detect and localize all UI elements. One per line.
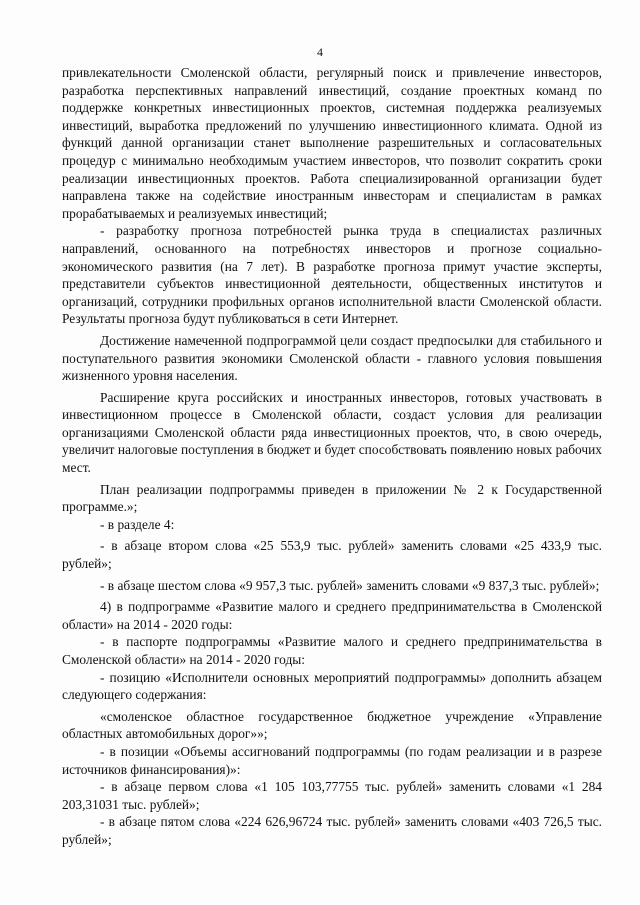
paragraph-goal-achievement: Достижение намеченной подпрограммой цели создаст предпосылки для стабильного и поступательного развития экономики Смоленской области - главного условия повышения жизненного уровня населения. (62, 332, 602, 384)
paragraph-subprogram-passport: - в паспорте подпрограммы «Развитие малого и среднего предпринимательства в Смоленской области» на 2014 - 2020 годы: (62, 634, 602, 667)
paragraph-amendment-first: - в абзаце первом слова «1 105 103,77755 тыс. рублей» заменить словами «1 284 203,31031 тыс. рублей»; (62, 779, 602, 812)
paragraph-investment-organization: привлекательности Смоленской области, регулярный поиск и привлечение инвесторов, разработка перспективных направлений инвестиций, создание проектных команд по поддержке конкретных инвестиционных проектов, системная поддержка реализуемых инвестиций, выработка предложений по улучшению инвестиционного климата. Одной из функций данной организации станет выполнение разрешительных и согласовательных процедур с минимально необходимым участием инвесторов, что позволит сократить сроки реализации инвестиционных проектов. Работа специализированной организации будет направлена также на содействие иностранным инвесторам и специалистам в рамках прорабатываемых и реализуемых инвестиций; (62, 65, 602, 221)
paragraph-amendment-sixth: - в абзаце шестом слова «9 957,3 тыс. рублей» заменить словами «9 837,3 тыс. рублей»; (100, 577, 600, 593)
page-number: 4 (317, 45, 323, 59)
paragraph-implementation-plan: План реализации подпрограммы приведен в приложении № 2 к Государственной программе.»; (62, 481, 602, 515)
paragraph-labor-market-forecast: - разработку прогноза потребностей рынка труда в специалистах различных направлений, основанного на потребностях инвесторов и прогнозе социально-экономического развития (на 7 лет). В разработке прогноза примут участие эксперты, представители субъектов инвестиционной деятельности, общественных институтов и организаций, сотрудники профильных органов исполнительной власти Смоленской области. Результаты прогноза будут публиковаться в сети Интернет. (62, 223, 602, 327)
paragraph-investor-expansion: Расширение круга российских и иностранных инвесторов, готовых участвовать в инвестиционном процессе в Смоленской области, создаст условия для реализации организациями Смоленской области ряда инвестиционных проектов, что, в свою очередь, увеличит налоговые поступления в бюджет и будет способствовать появлению новых рабочих мест. (62, 389, 602, 476)
paragraph-allocation-position: - в позиции «Объемы ассигнований подпрограммы (по годам реализации и в разрезе источников финансирования)»: (62, 743, 602, 777)
document-body (62, 64, 602, 849)
paragraph-quoted-institution: «смоленское областное государственное бюджетное учреждение «Управление областных автомобильных дорог»»; (62, 708, 602, 742)
paragraph-executors-position: - позицию «Исполнители основных мероприятий подпрограммы» дополнить абзацем следующего содержания: (62, 669, 602, 703)
paragraph-subprogram-sme: 4) в подпрограмме «Развитие малого и среднего предпринимательства в Смоленской области» на 2014 - 2020 годы: (62, 599, 602, 632)
paragraph-section-4: - в разделе 4: (100, 516, 175, 532)
paragraph-amendment-fifth: - в абзаце пятом слова «224 626,96724 тыс. рублей» заменить словами «403 726,5 тыс. рублей»; (62, 814, 602, 847)
paragraph-amendment-second: - в абзаце втором слова «25 553,9 тыс. рублей» заменить словами «25 433,9 тыс. рублей»; (62, 538, 602, 572)
